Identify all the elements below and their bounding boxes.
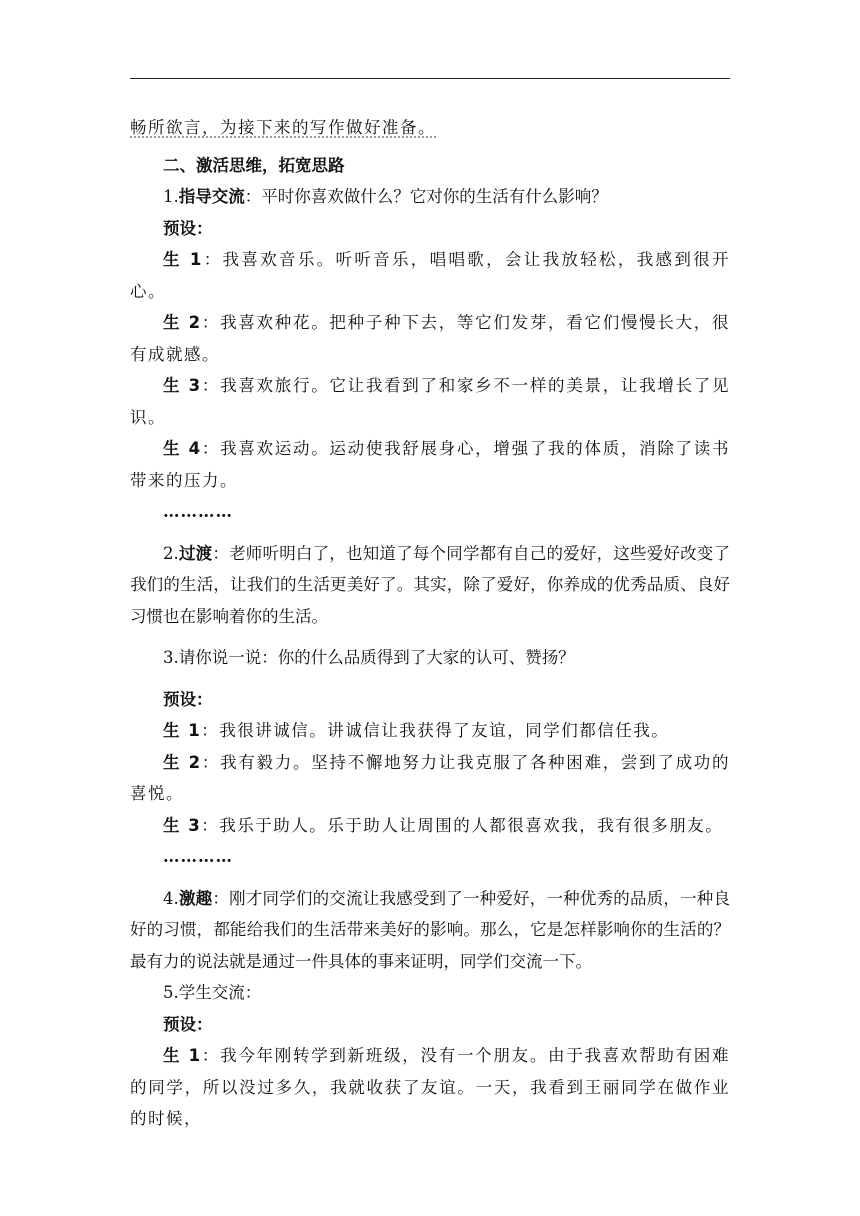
step-3: 3.请你说一说：你的什么品质得到了大家的认可、赞扬？ [163,648,575,667]
preset-label: 预设： [163,1014,213,1034]
step-keyword: 激趣 [178,888,213,908]
answer-text: ：我喜欢旅行。它让我看到了和家乡不一样的美景，让我增长了见识。 [130,376,731,427]
step-text: ：刚才同学们的交流让我感受到了一种爱好，一种优秀的品质，一种良好的习惯，都能给我们的生活带来美好的影响。那么，它是怎样影响你的生活的？最有力的说法就是通过一件具体的事来证明，同学们交流一下。 [130,888,731,971]
header-rule [130,78,730,79]
section-heading: 二、激活思维，拓宽思路 [163,155,345,175]
student-label: 生 2 [163,752,202,772]
step-text: ：平时你喜欢做什么？它对你的生活有什么影响？ [244,187,608,206]
answer-text: ：我喜欢音乐。听听音乐，唱唱歌，会让我放轻松，我感到很开心。 [130,250,731,301]
student-answer [130,747,730,810]
preset-label: 预设： [163,689,213,709]
step-keyword: 过渡 [178,543,213,563]
ellipsis: ………… [163,847,233,866]
student-label: 生 2 [163,313,202,332]
step-number: 2. [163,543,179,563]
student-answer [130,307,730,370]
student-answer [130,433,730,496]
step-number: 1. [163,187,179,206]
continuation-line: 畅所欲言，为接下来的写作做好准备。 [130,118,436,137]
step-4 [130,883,730,978]
step-text: ：老师听明白了，也知道了每个同学都有自己的爱好，这些爱好改变了我们的生活，让我们的生活更美好了。其实，除了爱好，你养成的优秀品质、良好习惯也在影响着你的生活。 [130,543,731,626]
student-label: 生 3 [163,376,202,395]
student-answer [130,810,730,842]
student-answer [130,715,730,747]
ellipsis: ………… [163,502,233,521]
student-answer [130,370,730,433]
answer-text: ：我很讲诚信。讲诚信让我获得了友谊，同学们都信任我。 [201,721,670,740]
document-body [130,112,730,1135]
student-label: 生 3 [163,815,202,835]
student-label: 生 4 [163,439,202,458]
step-2 [130,538,730,633]
step-1 [130,181,730,213]
step-number: 4. [163,888,179,908]
answer-text: ：我今年刚转学到新班级，没有一个朋友。由于我喜欢帮助有困难的同学，所以没过多久，我就收获了友谊。一天，我看到王丽同学在做作业的时候， [130,1046,731,1128]
student-answer [130,1040,730,1135]
student-label: 生 1 [163,1046,202,1065]
preset-label: 预设： [163,218,213,238]
answer-text: ：我喜欢运动。运动使我舒展身心，增强了我的体质，消除了读书带来的压力。 [130,439,731,490]
step-keyword: 指导交流 [178,187,245,206]
student-label: 生 1 [163,721,202,740]
answer-text: ：我喜欢种花。把种子种下去，等它们发芽，看它们慢慢长大，很有成就感。 [130,313,731,364]
student-answer [130,244,730,307]
answer-text: ：我有毅力。坚持不懈地努力让我克服了各种困难，尝到了成功的喜悦。 [130,752,731,803]
answer-text: ：我乐于助人。乐于助人让周围的人都很喜欢我，我有很多朋友。 [201,815,724,835]
step-5: 5.学生交流： [163,983,262,1002]
student-label: 生 1 [163,250,203,269]
